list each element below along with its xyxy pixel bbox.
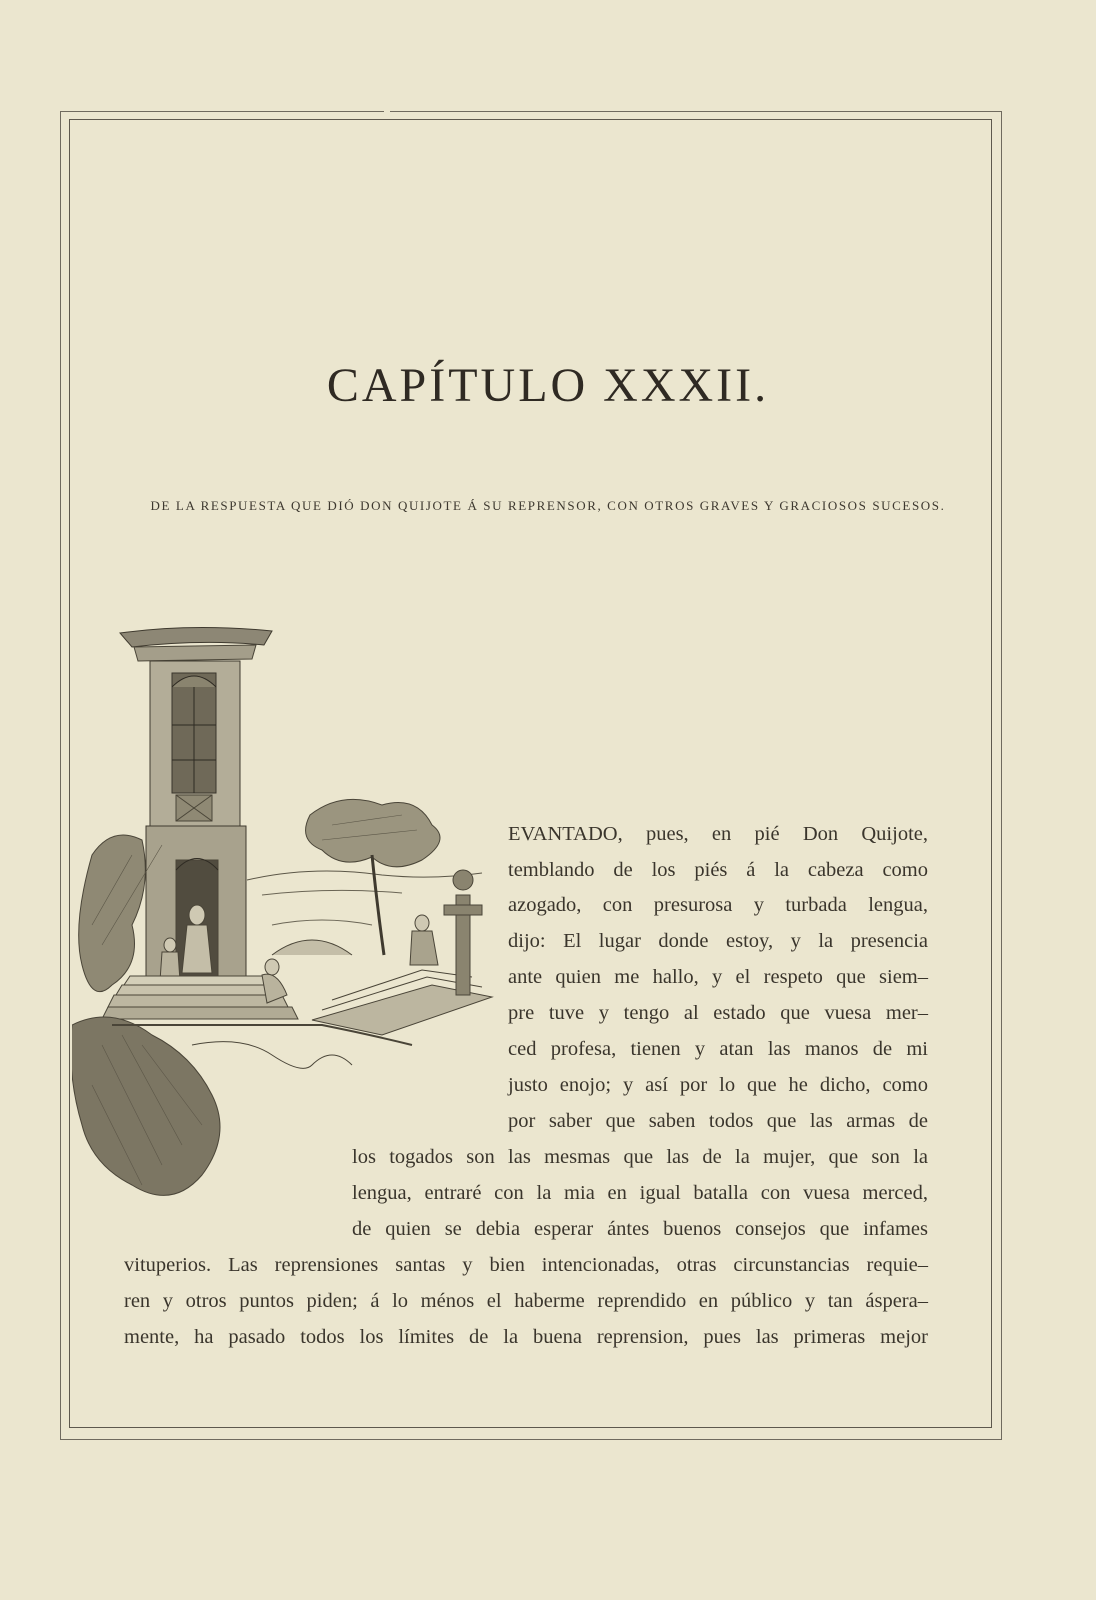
text-line: justo enojo; y así por lo que he dicho, como	[508, 1074, 928, 1096]
text-line: EVANTADO, pues, en pié Don Quijote,	[508, 823, 928, 845]
text-line: azogado, con presurosa y turbada lengua,	[508, 894, 928, 916]
text-line: por saber que saben todos que las armas de	[508, 1110, 928, 1132]
text-line: mente, ha pasado todos los límites de la buena reprension, pues las primeras mejor	[124, 1326, 928, 1348]
chapter-subtitle: DE LA RESPUESTA QUE DIÓ DON QUIJOTE Á SU REPRENSOR, CON OTROS GRAVES Y GRACIOSOS SUCESOS.	[150, 498, 946, 513]
text-line: lengua, entraré con la mia en igual batalla con vuesa merced,	[352, 1182, 928, 1204]
text-line: de quien se debia esperar ántes buenos consejos que infames	[352, 1218, 928, 1240]
text-line: vituperios. Las reprensiones santas y bien intencionadas, otras circunstancias requie–	[124, 1254, 928, 1276]
chapter-title: CAPÍTULO XXXII.	[326, 359, 770, 412]
text-line: pre tuve y tengo al estado que vuesa mer–	[508, 1002, 928, 1024]
text-line: ante quien me hallo, y el respeto que siem–	[508, 966, 928, 988]
text-line: los togados son las mesmas que las de la mujer, que son la	[352, 1146, 928, 1168]
text-line: ced profesa, tienen y atan las manos de mi	[508, 1038, 928, 1060]
text-line: ren y otros puntos piden; á lo ménos el haberme reprendido en público y tan áspera–	[124, 1290, 928, 1312]
text-line: dijo: El lugar donde estoy, y la presencia	[508, 930, 928, 952]
text-line: temblando de los piés á la cabeza como	[508, 859, 928, 881]
border-gap	[384, 109, 390, 113]
